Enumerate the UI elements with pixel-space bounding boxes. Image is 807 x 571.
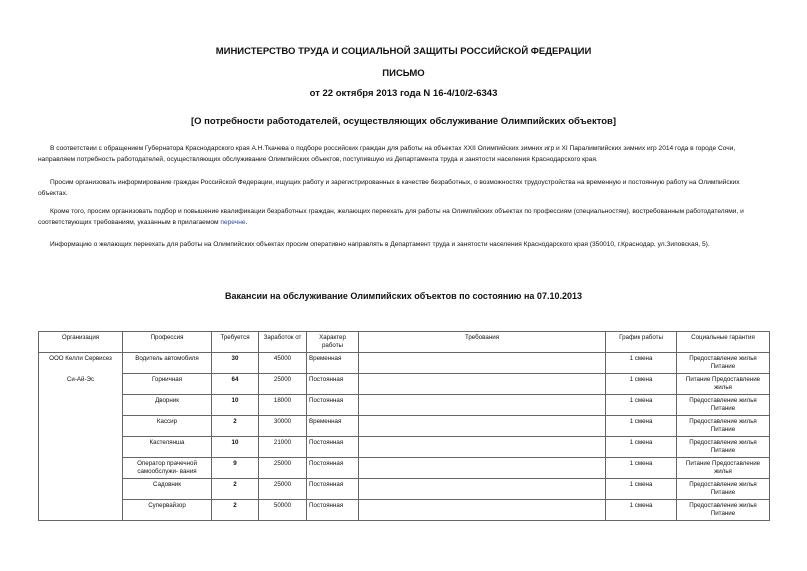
cell-required: 64 (212, 374, 259, 395)
cell-nature: Постоянная (307, 500, 359, 521)
table-row (39, 500, 770, 521)
cell-schedule: 1 смена (606, 479, 677, 500)
cell-profession: Кассир (123, 416, 212, 437)
cell-nature: Временная (307, 353, 359, 374)
document-type: ПИСЬМО (382, 68, 425, 79)
cell-profession: Дворник (123, 395, 212, 416)
header-social: Социальные гарантия (677, 332, 770, 353)
header-profession: Профессия (123, 332, 212, 353)
cell-profession: Водитель автомобиля (123, 353, 212, 374)
cell-nature: Постоянная (307, 437, 359, 458)
cell-required: 9 (212, 458, 259, 479)
vacancies-table (38, 331, 770, 521)
cell-requirements (359, 353, 606, 374)
cell-profession: Оператор прачечной самообслужи- вания (123, 458, 212, 479)
org-cell (39, 353, 123, 521)
cell-salary: 25000 (259, 374, 307, 395)
paragraph-3-text: Кроме того, просим организовать подбор и повышение квалификации безработных граждан, желающих переехать для работы на Олимпийских объектах по профессиям (специальностям), востребованным работодателями, и соответствующих требованиям, указанным в прилагаемом (38, 208, 744, 226)
cell-nature: Постоянная (307, 479, 359, 500)
paragraph-3 (38, 207, 768, 228)
cell-schedule: 1 смена (606, 458, 677, 479)
cell-social: Предоставление жилья Питание (677, 416, 770, 437)
header-org: Организация (39, 332, 123, 353)
paragraph-1: В соответствии с обращением Губернатора Краснодарского края А.Н.Ткачева о подборе российских граждан для работы на объектах XXII Олимпийских зимних игр и XI Паралимпийских зимних игр 2014 года в городе Сочи, направляем потребность работодателей, осуществляющих обслуживание Олимпийских объектов, поступившую из Департамента труда и занятости населения Краснодарского края. (38, 145, 736, 163)
table-row (39, 479, 770, 500)
cell-schedule: 1 смена (606, 353, 677, 374)
cell-schedule: 1 смена (606, 395, 677, 416)
header-schedule: График работы (606, 332, 677, 353)
cell-social: Предоставление жилья Питание (677, 353, 770, 374)
org-name-line-2: Си-Ай-Эс (66, 376, 95, 383)
cell-profession: Садовник (123, 479, 212, 500)
cell-required: 10 (212, 395, 259, 416)
cell-requirements (359, 416, 606, 437)
cell-required: 10 (212, 437, 259, 458)
org-name-line-1: ООО Келли Сервисез (49, 355, 112, 362)
cell-schedule: 1 смена (606, 437, 677, 458)
paragraph-3-end: . (245, 218, 248, 226)
cell-salary: 50000 (259, 500, 307, 521)
cell-salary: 25000 (259, 479, 307, 500)
cell-salary: 45000 (259, 353, 307, 374)
table-row (39, 395, 770, 416)
cell-social: Питание Предоставление жилья (677, 458, 770, 479)
cell-requirements (359, 374, 606, 395)
cell-nature: Постоянная (307, 458, 359, 479)
cell-schedule: 1 смена (606, 416, 677, 437)
table-row (39, 437, 770, 458)
cell-nature: Постоянная (307, 374, 359, 395)
ministry-title: МИНИСТЕРСТВО ТРУДА И СОЦИАЛЬНОЙ ЗАЩИТЫ РОССИЙСКОЙ ФЕДЕРАЦИИ (215, 46, 592, 57)
cell-social: Предоставление жилья Питание (677, 395, 770, 416)
cell-schedule: 1 смена (606, 374, 677, 395)
header-requirements: Требования (359, 332, 606, 353)
cell-profession: Горничная (123, 374, 212, 395)
cell-required: 2 (212, 416, 259, 437)
cell-requirements (359, 458, 606, 479)
paragraph-4: Информацию о желающих переехать для работы на Олимпийских объектах просим оперативно направлять в Департамент труда и занятости населения Краснодарского края (350010, г.Краснодар, ул.Зиповская, 5). (50, 241, 710, 248)
cell-requirements (359, 500, 606, 521)
cell-social: Предоставление жилья Питание (677, 437, 770, 458)
cell-requirements (359, 395, 606, 416)
cell-social: Предоставление жилья Питание (677, 500, 770, 521)
cell-social: Питание Предоставление жилья (677, 374, 770, 395)
cell-required: 2 (212, 500, 259, 521)
cell-salary: 21000 (259, 437, 307, 458)
cell-salary: 30000 (259, 416, 307, 437)
document-subject: [О потребности работодателей, осуществляющих обслуживание Олимпийских объектов] (190, 116, 617, 127)
cell-required: 2 (212, 479, 259, 500)
cell-required: 30 (212, 353, 259, 374)
table-row (39, 416, 770, 437)
cell-nature: Временная (307, 416, 359, 437)
header-salary: Заработок от (259, 332, 307, 353)
list-link[interactable]: перечне (220, 218, 246, 226)
cell-social: Предоставление жилья Питание (677, 479, 770, 500)
cell-requirements (359, 479, 606, 500)
cell-requirements (359, 437, 606, 458)
cell-nature: Постоянная (307, 395, 359, 416)
table-row (39, 374, 770, 395)
vacancies-title: Вакансии на обслуживание Олимпийских объектов по состоянию на 07.10.2013 (225, 291, 582, 301)
table-header-row (39, 332, 770, 353)
table-row (39, 353, 770, 374)
cell-schedule: 1 смена (606, 500, 677, 521)
paragraph-2: Просим организовать информирование граждан Российской Федерации, ищущих работу и зарегистрированных в качестве безработных, о возможностях трудоустройства на временную и постоянную работу на Олимпийских объектах. (38, 179, 740, 197)
cell-profession: Кастелянша (123, 437, 212, 458)
header-required: Требуется (212, 332, 259, 353)
cell-salary: 25000 (259, 458, 307, 479)
cell-salary: 18000 (259, 395, 307, 416)
cell-profession: Супервайзор (123, 500, 212, 521)
header-nature: Характер работы (307, 332, 359, 353)
document-date-number: от 22 октября 2013 года N 16-4/10/2-6343 (309, 88, 498, 99)
table-row (39, 458, 770, 479)
